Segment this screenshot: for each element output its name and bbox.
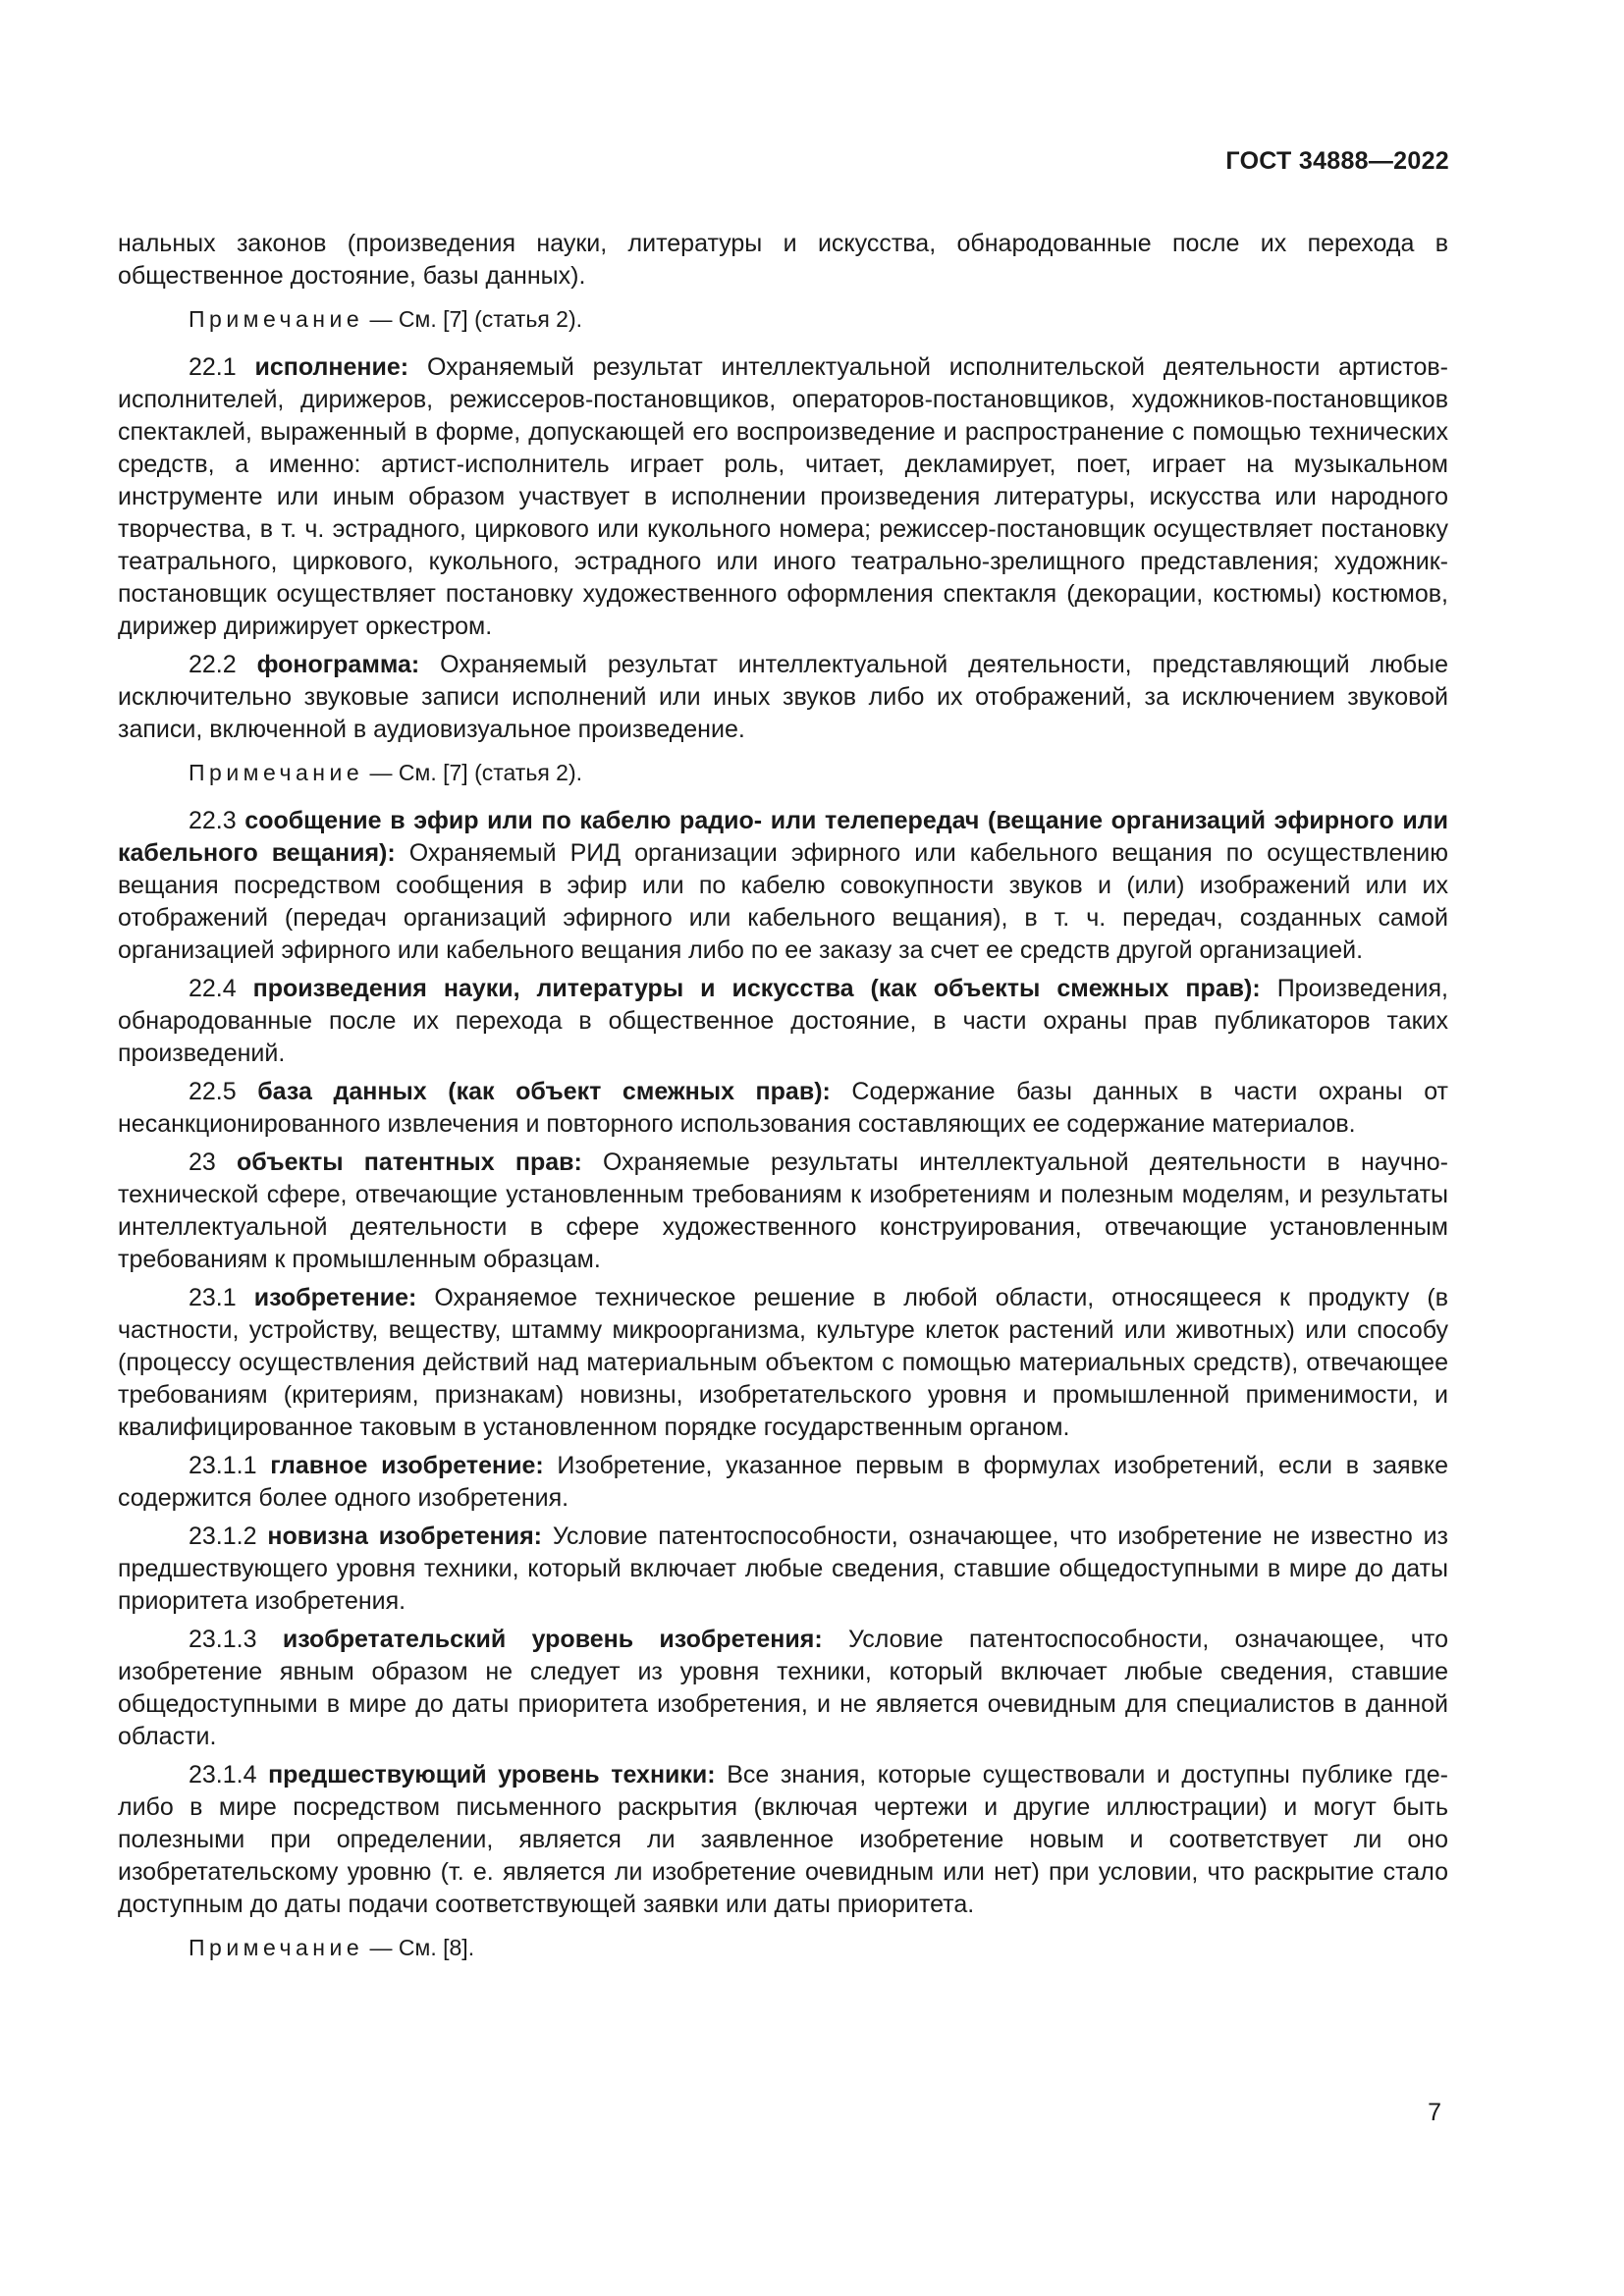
- clause-text: Охраняемое техническое решение в любой области, относящееся к продукту (в частности, устройству, веществу, штамму микроорганизма, культуре клеток растений или животных) или способу (процессу осуществления действий над материальным объектом с помощью материальных средств), отвечающее требованиям (критериям, признакам) новизны, изобретательского уровня и промышленной применимости, и квалифицированное таковым в установленном порядке государственным органом.: [118, 1284, 1449, 1441]
- clause-term: объекты патентных прав:: [237, 1148, 582, 1176]
- clause-number: 23.1.3: [189, 1626, 283, 1653]
- clause-term: изобретательский уровень изобретения:: [282, 1626, 823, 1653]
- page-number: 7: [1428, 2099, 1441, 2126]
- intro-paragraph: нальных законов (произведения науки, литературы и искусства, обнародованные после их перехода в общественное достояние, базы данных).: [118, 230, 1448, 290]
- document-body: [118, 228, 1448, 1980]
- note-label: Примечание: [189, 1935, 364, 1960]
- clause-22-5: [118, 1076, 1448, 1141]
- clause-term: сообщение в эфир или по кабелю радио- или телепередач (вещание организаций эфирного или кабельного вещания):: [118, 807, 1448, 867]
- note-text: — См. [8].: [363, 1935, 475, 1960]
- clause-number: 22.5: [189, 1078, 258, 1105]
- clause-number: 22.4: [189, 975, 253, 1002]
- standard-header: ГОСТ 34888—2022: [1225, 147, 1449, 175]
- note-text: — См. [7] (статья 2).: [363, 306, 583, 332]
- note-1: [118, 304, 1448, 335]
- clause-text: Охраняемые результаты интеллектуальной деятельности в научно-технической сфере, отвечающие установленным требованиям к изобретениям и полезным моделям, и результаты интеллектуальной деятельности в сфере художественного конструирования, отвечающие установленным требованиям к промышленным образцам.: [118, 1148, 1448, 1273]
- clause-23-1: [118, 1282, 1448, 1444]
- clause-number: 22.3: [189, 807, 245, 834]
- clause-term: исполнение:: [254, 353, 409, 381]
- clause-term: база данных (как объект смежных прав):: [257, 1078, 831, 1105]
- clause-term: главное изобретение:: [270, 1452, 544, 1479]
- clause-23: [118, 1147, 1448, 1276]
- clause-22-2: [118, 649, 1448, 746]
- note-text: — См. [7] (статья 2).: [363, 760, 583, 785]
- clause-text: Условие патентоспособности, означающее, что изобретение не известно из предшествующего уровня техники, который включает любые сведения, ставшие общедоступными в мире до даты приоритета изобретения.: [118, 1522, 1448, 1615]
- clause-term: фонограмма:: [256, 651, 420, 678]
- clause-text: Охраняемый РИД организации эфирного или кабельного вещания по осуществлению вещания посредством сообщения в эфир или по кабелю совокупности звуков и (или) изображений или их отображений (передач организаций эфирного или кабельного вещания), в т. ч. передач, созданных самой организацией эфирного или кабельного вещания либо по ее заказу за счет ее средств другой организацией.: [118, 839, 1448, 964]
- note-3: [118, 1933, 1448, 1963]
- clause-22-1: [118, 351, 1448, 643]
- clause-text: Условие патентоспособности, означающее, что изобретение явным образом не следует из уровня техники, который включает любые сведения, ставшие общедоступными в мире до даты приоритета изобретения, и не является очевидным для специалистов в данной области.: [118, 1626, 1449, 1750]
- clause-number: 23.1.2: [189, 1522, 268, 1550]
- clause-23-1-3: [118, 1624, 1448, 1753]
- clause-text: Содержание базы данных в части охраны от несанкционированного извлечения и повторного использования составляющих ее содержание материалов.: [118, 1078, 1448, 1138]
- clause-term: предшествующий уровень техники:: [268, 1761, 716, 1789]
- note-label: Примечание: [189, 306, 364, 332]
- clause-22-4: [118, 973, 1448, 1070]
- clause-23-1-2: [118, 1521, 1448, 1618]
- note-2: [118, 758, 1448, 788]
- clause-term: произведения науки, литературы и искусства (как объекты смежных прав):: [252, 975, 1261, 1002]
- clause-23-1-4: [118, 1759, 1448, 1921]
- clause-22-3: [118, 805, 1448, 967]
- clause-number: 23.1: [189, 1284, 254, 1311]
- clause-text: Охраняемый результат интеллектуальной исполнительской деятельности артистов-исполнителей, дирижеров, режиссеров-постановщиков, операторов-постановщиков, художников-постановщиков спектаклей, выраженный в форме, допускающей его воспроизведение и распространение с помощью технических средств, а именно: артист-исполнитель играет роль, читает, декламирует, поет, играет на музыкальном инструменте или иным образом участвует в исполнении произведения литературы, искусства или народного творчества, в т. ч. эстрадного, циркового или кукольного номера; режиссер-постановщик осуществляет постановку театрального, циркового, кукольного, эстрадного или иного театрально-зрелищного представления; художник-постановщик осуществляет постановку художественного оформления спектакля (декорации, костюмы) костюмов, дирижер дирижирует оркестром.: [118, 353, 1448, 640]
- clause-term: изобретение:: [253, 1284, 417, 1311]
- clause-number: 23: [189, 1148, 237, 1176]
- clause-number: 23.1.4: [189, 1761, 269, 1789]
- clause-text: Произведения, обнародованные после их перехода в общественное достояние, в части охраны прав публикаторов таких произведений.: [118, 975, 1449, 1067]
- clause-text: Изобретение, указанное первым в формулах изобретений, если в заявке содержится более одного изобретения.: [118, 1452, 1448, 1512]
- note-label: Примечание: [189, 760, 364, 785]
- clause-number: 23.1.1: [189, 1452, 271, 1479]
- clause-text: Все знания, которые существовали и доступны публике где-либо в мире посредством письменного раскрытия (включая чертежи и другие иллюстрации) и могут быть полезными при определении, является ли заявленное изобретение новым и соответствует ли оно изобретательскому уровню (т. е. является ли изобретение очевидным или нет) при условии, что раскрытие стало доступным до даты подачи соответствующей заявки или даты приоритета.: [118, 1761, 1449, 1918]
- clause-number: 22.2: [189, 651, 257, 678]
- clause-text: Охраняемый результат интеллектуальной деятельности, представляющий любые исключительно звуковые записи исполнений или иных звуков либо их отображений, за исключением звуковой записи, включенной в аудиовизуальное произведение.: [118, 651, 1448, 743]
- clause-term: новизна изобретения:: [267, 1522, 542, 1550]
- clause-number: 22.1: [189, 353, 255, 381]
- clause-23-1-1: [118, 1450, 1448, 1515]
